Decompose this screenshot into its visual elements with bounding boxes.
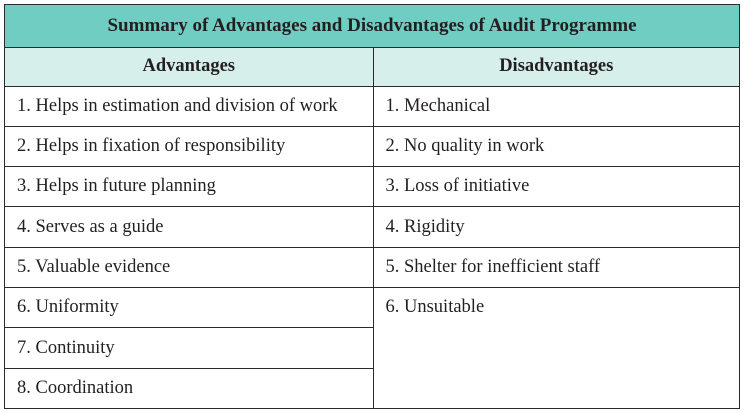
table-title: Summary of Advantages and Disadvantages of Audit Programme bbox=[5, 5, 739, 48]
disadvantage-cell: 2. No quality in work bbox=[373, 126, 739, 166]
empty-cell bbox=[373, 328, 739, 368]
advantage-cell: 4. Serves as a guide bbox=[5, 207, 373, 247]
table-row bbox=[5, 288, 739, 328]
empty-cell bbox=[373, 368, 739, 408]
disadvantage-cell: 3. Loss of initiative bbox=[373, 167, 739, 207]
advantage-cell: 6. Uniformity bbox=[5, 288, 373, 328]
advantage-cell: 7. Continuity bbox=[5, 328, 373, 368]
disadvantage-cell: 6. Unsuitable bbox=[385, 297, 485, 318]
summary-table bbox=[4, 4, 740, 409]
advantage-cell: 1. Helps in estimation and division of work bbox=[5, 86, 373, 126]
table-row bbox=[5, 328, 739, 368]
table-row bbox=[5, 86, 739, 126]
advantage-cell: 2. Helps in fixation of responsibility bbox=[5, 126, 373, 166]
disadvantage-cell: 5. Shelter for inefficient staff bbox=[373, 247, 739, 287]
table-row bbox=[5, 207, 739, 247]
table-row bbox=[5, 247, 739, 287]
disadvantages-header: Disadvantages bbox=[373, 48, 739, 86]
advantages-header: Advantages bbox=[5, 48, 373, 86]
title-row bbox=[5, 5, 739, 48]
advantage-cell: 3. Helps in future planning bbox=[5, 167, 373, 207]
table-row bbox=[5, 126, 739, 166]
advantages-disadvantages-table bbox=[5, 5, 739, 408]
disadvantage-cell: 1. Mechanical bbox=[373, 86, 739, 126]
advantage-cell: 8. Coordination bbox=[5, 368, 373, 408]
advantage-cell: 5. Valuable evidence bbox=[5, 247, 373, 287]
disadvantage-cell: 4. Rigidity bbox=[373, 207, 739, 247]
table-row bbox=[5, 368, 739, 408]
header-row bbox=[5, 48, 739, 86]
table-row bbox=[5, 167, 739, 207]
